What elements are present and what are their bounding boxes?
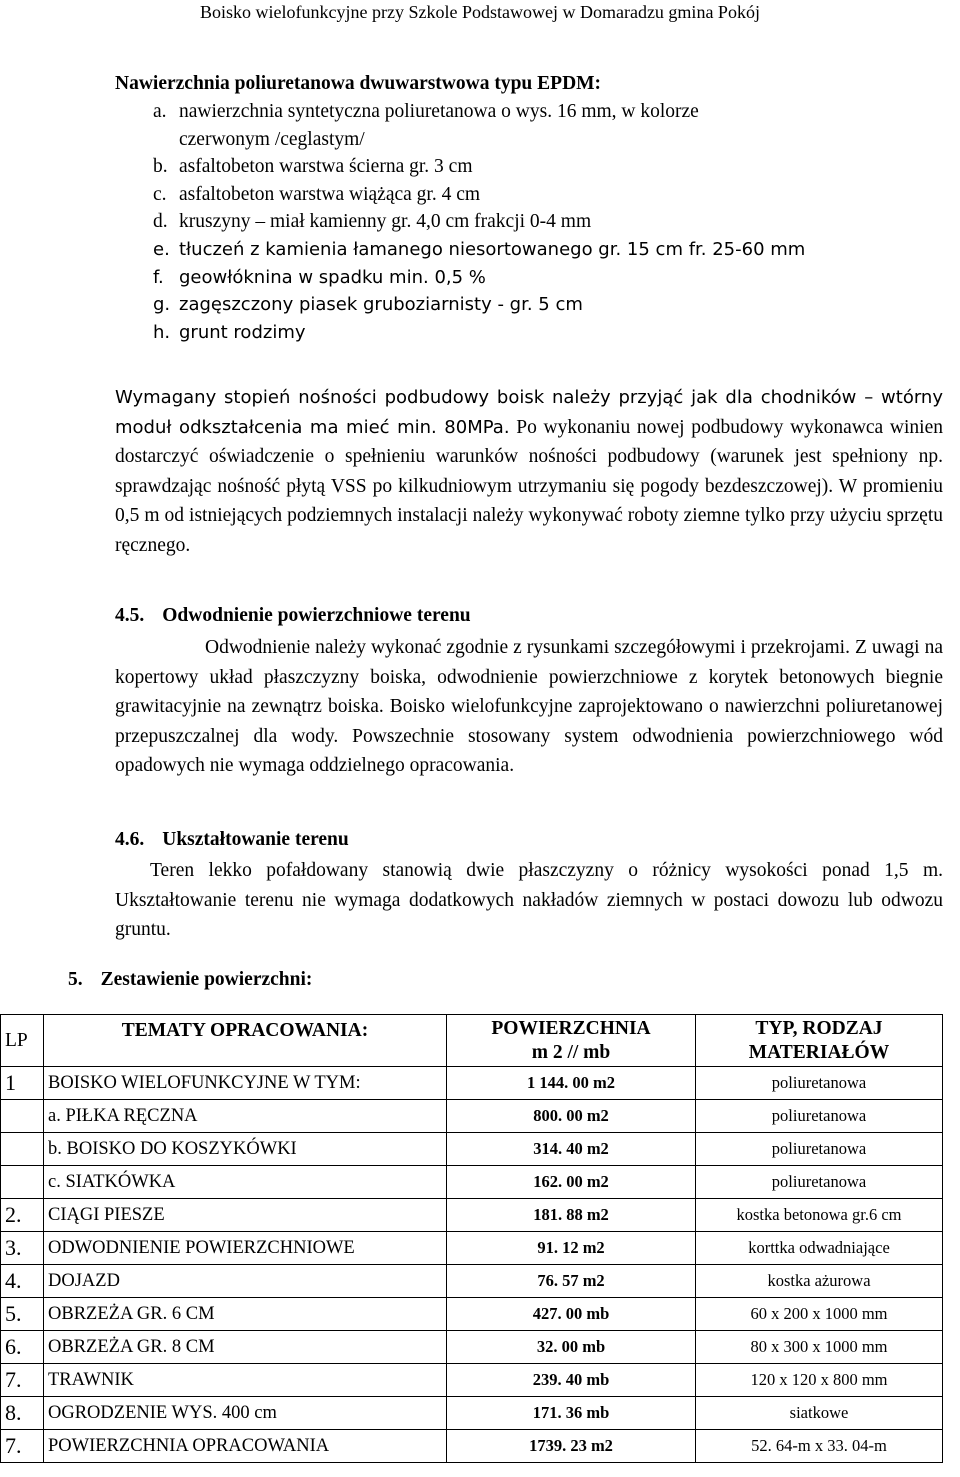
area-summary-table	[0, 1014, 943, 1463]
column-header-material	[696, 1015, 943, 1067]
list-item	[153, 319, 943, 347]
table-row	[1, 1265, 943, 1298]
cell-lp: 2.	[1, 1199, 44, 1232]
cell-lp: 1	[1, 1067, 44, 1100]
table-row	[1, 1232, 943, 1265]
cell-area: 800. 00 m2	[447, 1100, 696, 1133]
list-item-text: nawierzchnia syntetyczna poliuretanowa o wys. 16 mm, w kolorze	[179, 101, 699, 122]
cell-material: 80 x 300 x 1000 mm	[696, 1331, 943, 1364]
list-item-label: a.	[153, 101, 167, 122]
table-row	[1, 1166, 943, 1199]
bearing-text-1: Wymagany stopień nośności podbudowy boisk należy przyjąć jak dla chodników – wtórny moduł odkształcenia ma mieć min. 80MPa.	[115, 387, 943, 438]
cell-name: c. SIATKÓWKA	[44, 1166, 447, 1199]
cell-area: 427. 00 mb	[447, 1298, 696, 1331]
cell-area: 1739. 23 m2	[447, 1430, 696, 1463]
table-row	[1, 1067, 943, 1100]
list-item-text: zagęszczony piasek gruboziarnisty - gr. 5 cm	[179, 294, 583, 316]
list-item	[153, 291, 943, 319]
table-row	[1, 1298, 943, 1331]
list-item-label: d.	[153, 211, 168, 233]
cell-area: 76. 57 m2	[447, 1265, 696, 1298]
cell-area: 314. 40 m2	[447, 1133, 696, 1166]
cell-lp	[1, 1166, 44, 1199]
column-header-lp: LP	[1, 1015, 44, 1067]
cell-area: 171. 36 mb	[447, 1397, 696, 1430]
list-item-text: asfaltobeton warstwa wiążąca gr. 4 cm	[179, 183, 481, 205]
cell-name: ODWODNIENIE POWIERZCHNIOWE	[44, 1232, 447, 1265]
cell-area: 162. 00 m2	[447, 1166, 696, 1199]
list-item-text: kruszyny – miał kamienny gr. 4,0 cm frakcji 0-4 mm	[179, 211, 592, 233]
list-item-text: asfaltobeton warstwa ścierna gr. 3 cm	[179, 156, 473, 178]
cell-area: 32. 00 mb	[447, 1331, 696, 1364]
bearing-paragraph	[115, 383, 943, 560]
list-item-label: b.	[153, 156, 168, 178]
cell-name: BOISKO WIELOFUNKCYJNE W TYM:	[44, 1067, 447, 1100]
list-item-label: h.	[153, 321, 171, 343]
column-header-area-line1: POWIERZCHNIA	[491, 1017, 651, 1039]
cell-material: poliuretanowa	[696, 1100, 943, 1133]
column-header-material-line2: MATERIAŁÓW	[748, 1041, 890, 1063]
cell-name: CIĄGI PIESZE	[44, 1199, 447, 1232]
list-item	[153, 264, 943, 292]
cell-name: OGRODZENIE WYS. 400 cm	[44, 1397, 447, 1430]
column-header-material-line1: TYP, RODZAJ	[755, 1017, 883, 1039]
table-row	[1, 1430, 943, 1463]
list-item-label: e.	[153, 238, 170, 260]
section-number: 4.6.	[115, 829, 145, 850]
table-row	[1, 1199, 943, 1232]
cell-area: 1 144. 00 m2	[447, 1067, 696, 1100]
list-item-label: f.	[153, 266, 164, 288]
cell-name: DOJAZD	[44, 1265, 447, 1298]
cell-name: OBRZEŻA GR. 8 CM	[44, 1331, 447, 1364]
column-header-topic: TEMATY OPRACOWANIA:	[44, 1015, 447, 1067]
column-header-area	[447, 1015, 696, 1067]
epdm-title: Nawierzchnia poliuretanowa dwuwarstwowa typu EPDM:	[115, 73, 602, 94]
epdm-layer-list	[153, 98, 943, 346]
column-header-area-line2: m 2 // mb	[531, 1041, 611, 1063]
cell-material: poliuretanowa	[696, 1133, 943, 1166]
cell-lp: 8.	[1, 1397, 44, 1430]
list-item	[153, 181, 943, 209]
list-item	[153, 98, 943, 126]
section-title: Zestawienie powierzchni:	[100, 969, 313, 990]
cell-material: poliuretanowa	[696, 1067, 943, 1100]
table-row	[1, 1331, 943, 1364]
list-item-text: geowłóknina w spadku min. 0,5 %	[179, 266, 486, 288]
section-number: 5.	[68, 969, 83, 990]
cell-name: TRAWNIK	[44, 1364, 447, 1397]
page-header: Boisko wielofunkcyjne przy Szkole Podstawowej w Domaradzu gmina Pokój	[200, 2, 760, 22]
cell-material: poliuretanowa	[696, 1166, 943, 1199]
cell-name: b. BOISKO DO KOSZYKÓWKI	[44, 1133, 447, 1166]
list-item-text: tłuczeń z kamienia łamanego niesortowanego gr. 15 cm fr. 25-60 mm	[179, 238, 806, 260]
list-item	[153, 236, 943, 264]
cell-lp	[1, 1133, 44, 1166]
table-header-row	[1, 1015, 943, 1067]
table-row	[1, 1133, 943, 1166]
cell-material: siatkowe	[696, 1397, 943, 1430]
cell-area: 239. 40 mb	[447, 1364, 696, 1397]
cell-material: kostka ażurowa	[696, 1265, 943, 1298]
cell-name: a. PIŁKA RĘCZNA	[44, 1100, 447, 1133]
section-number: 4.5.	[115, 605, 145, 626]
list-item-label: c.	[153, 183, 167, 205]
bearing-text-2: Po wykonaniu nowej podbudowy wykonawca winien dostarczyć oświadczenie o spełnieniu warunków nośności podbudowy (warunek jest spełniony np. sprawdzając nośność płytą VSS po kilkudniowym utrzymaniu się pogody bezdeszczowej). W promieniu 0,5 m od istniejących podziemnych instalacji należy wykonywać roboty ziemne tylko przy użyciu sprzętu ręcznego.	[115, 416, 943, 556]
cell-area: 91. 12 m2	[447, 1232, 696, 1265]
section-5-heading	[68, 969, 312, 991]
section-4-5-heading	[115, 605, 471, 627]
cell-material: kostka betonowa gr.6 cm	[696, 1199, 943, 1232]
section-4-5-text: Odwodnienie należy wykonać zgodnie z rysunkami szczegółowymi i przekrojami. Z uwagi na kopertowy układ płaszczyzny boiska, odwodnienie powierzchniowe z korytek betonowych biegnie grawitacyjnie na zewnątrz boiska. Boisko wielofunkcyjne zaprojektowano o nawierzchni poliuretanowej przepuszczalnej dla wody. Powszechnie stosowany system odwodnienia powierzchniowego wód opadowych nie wymaga oddzielnego opracowania.	[115, 637, 943, 776]
list-item-continuation: czerwonym /ceglastym/	[179, 128, 365, 150]
section-4-6-heading	[115, 829, 349, 851]
cell-name: OBRZEŻA GR. 6 CM	[44, 1298, 447, 1331]
list-item-label: g.	[153, 294, 171, 316]
cell-lp: 4.	[1, 1265, 44, 1298]
table-row	[1, 1397, 943, 1430]
list-item-text: grunt rodzimy	[179, 321, 306, 343]
cell-material: korttka odwadniające	[696, 1232, 943, 1265]
list-item	[153, 153, 943, 181]
section-title: Odwodnienie powierzchniowe terenu	[162, 605, 471, 626]
cell-lp: 3.	[1, 1232, 44, 1265]
section-title: Ukształtowanie terenu	[162, 829, 349, 850]
cell-lp: 5.	[1, 1298, 44, 1331]
table-row	[1, 1100, 943, 1133]
cell-lp: 6.	[1, 1331, 44, 1364]
list-item	[153, 208, 943, 236]
cell-lp: 7.	[1, 1364, 44, 1397]
cell-area: 181. 88 m2	[447, 1199, 696, 1232]
cell-lp	[1, 1100, 44, 1133]
cell-material: 60 x 200 x 1000 mm	[696, 1298, 943, 1331]
cell-material: 120 x 120 x 800 mm	[696, 1364, 943, 1397]
cell-lp: 7.	[1, 1430, 44, 1463]
cell-material: 52. 64-m x 33. 04-m	[696, 1430, 943, 1463]
cell-name: POWIERZCHNIA OPRACOWANIA	[44, 1430, 447, 1463]
section-4-6-text: Teren lekko pofałdowany stanowią dwie płaszczyzny o różnicy wysokości ponad 1,5 m. Ukształtowanie terenu nie wymaga dodatkowych nakładów ziemnych w postaci dowozu lub odwozu gruntu.	[115, 860, 943, 940]
table-row	[1, 1364, 943, 1397]
